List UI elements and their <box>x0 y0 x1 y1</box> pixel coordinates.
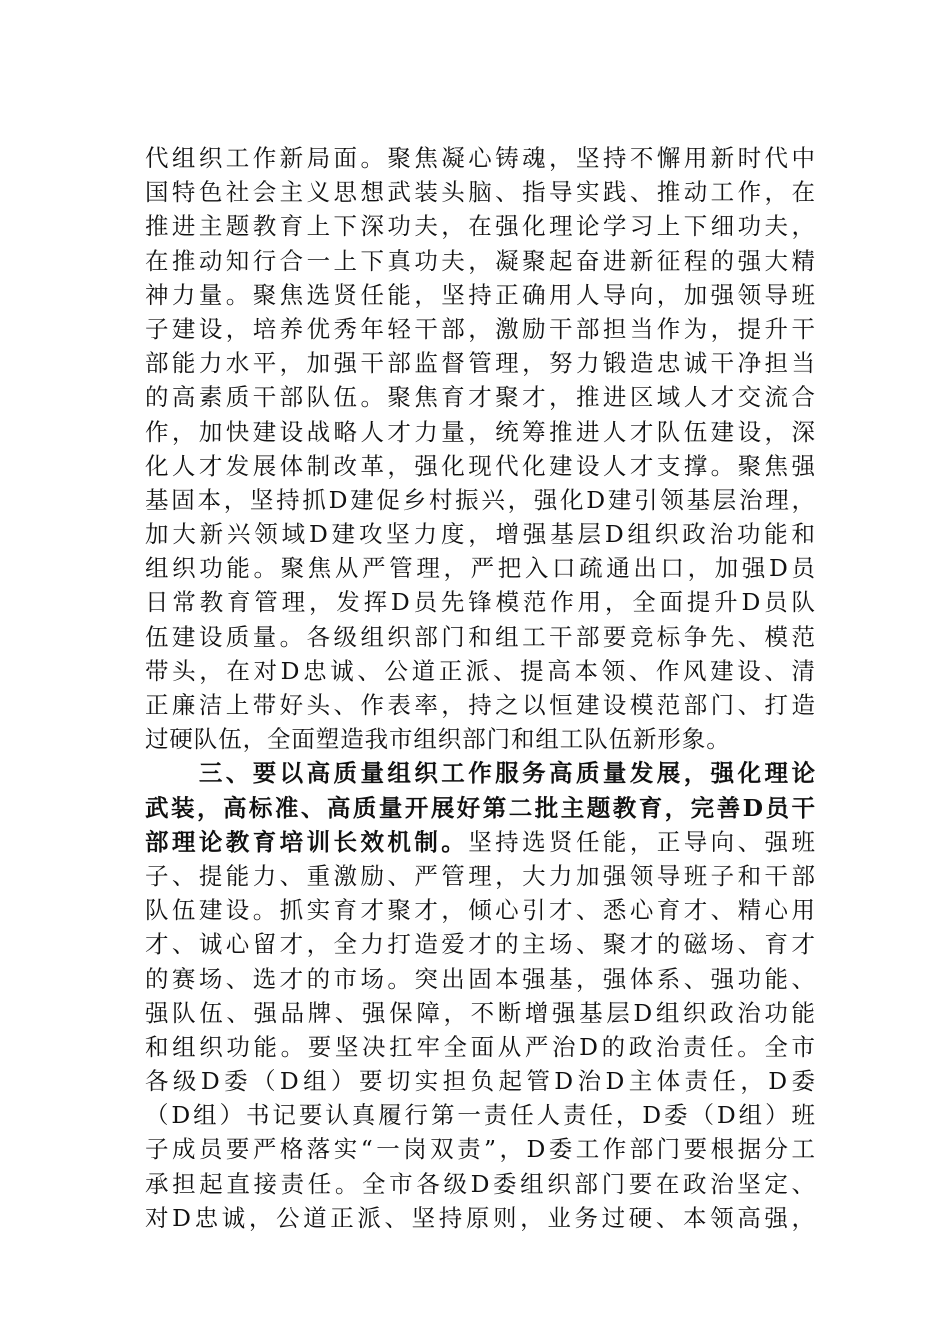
text-line: 的赛场、选才的市场。突出固本强基，强体系、强功能、 <box>145 964 815 993</box>
section-heading-tail: 部理论教育培训长效机制。 <box>145 827 469 856</box>
section-heading-line: 武装，高标准、高质量开展好第二批主题教育，完善D员干 <box>145 793 815 822</box>
text-line: 化人才发展体制改革，强化现代化建设人才支撑。聚焦强 <box>145 451 815 480</box>
text-run: 坚持选贤任能，正导向、强班 <box>468 827 815 856</box>
text-line: 组织功能。聚焦从严管理，严把入口疏通出口，加强D员 <box>145 554 815 583</box>
text-line: （D组）书记要认真履行第一责任人责任，D委（D组）班 <box>145 1101 815 1130</box>
section-heading-line: 三、要以高质量组织工作服务高质量发展，强化理论 <box>145 759 815 788</box>
text-line: 对D忠诚，公道正派、坚持原则，业务过硬、本领高强， <box>145 1203 815 1232</box>
text-line: 日常教育管理，发挥D员先锋模范作用，全面提升D员队 <box>145 588 815 617</box>
text-line: 在推动知行合一上下真功夫，凝聚起奋进新征程的强大精 <box>145 246 815 275</box>
text-line: 推进主题教育上下深功夫，在强化理论学习上下细功夫， <box>145 212 815 241</box>
text-line: 基固本，坚持抓D建促乡村振兴，强化D建引领基层治理， <box>145 485 815 514</box>
text-line: 队伍建设。抓实育才聚才，倾心引才、悉心育才、精心用 <box>145 896 815 925</box>
text-line: 带头，在对D忠诚、公道正派、提高本领、作风建设、清 <box>145 656 815 685</box>
text-line: 国特色社会主义思想武装头脑、指导实践、推动工作，在 <box>145 178 815 207</box>
text-line: 伍建设质量。各级组织部门和组工干部要竞标争先、模范 <box>145 622 815 651</box>
paragraph-1 <box>145 141 815 756</box>
text-line: 各级D委（D组）要切实担负起管D治D主体责任，D委 <box>145 1067 815 1096</box>
text-line: 正廉洁上带好头、作表率，持之以恒建设模范部门、打造 <box>145 691 815 719</box>
text-line: 和组织功能。要坚决扛牢全面从严治D的政治责任。全市 <box>145 1032 815 1061</box>
text-line: 子成员要严格落实“一岗双责”，D委工作部门要根据分工 <box>145 1135 815 1164</box>
text-line: 代组织工作新局面。聚焦凝心铸魂，坚持不懈用新时代中 <box>145 144 815 172</box>
text-line: 强队伍、强品牌、强保障，不断增强基层D组织政治功能 <box>145 998 815 1027</box>
text-line: 子建设，培养优秀年轻干部，激励干部担当作为，提升干 <box>145 314 815 343</box>
text-line: 作，加快建设战略人才力量，统筹推进人才队伍建设，深 <box>145 417 815 446</box>
text-line: 子、提能力、重激励、严管理，大力加强领导班子和干部 <box>145 861 815 890</box>
paragraph-2 <box>145 756 815 1235</box>
text-line: 神力量。聚焦选贤任能，坚持正确用人导向，加强领导班 <box>145 280 815 309</box>
text-line: 才、诚心留才，全力打造爱才的主场、聚才的磁场、育才 <box>145 930 815 959</box>
text-line: 过硬队伍，全面塑造我市组织部门和组工队伍新形象。 <box>145 725 731 754</box>
text-line: 的高素质干部队伍。聚焦育才聚才，推进区域人才交流合 <box>145 383 815 412</box>
text-line: 承担起直接责任。全市各级D委组织部门要在政治坚定、 <box>145 1169 815 1198</box>
document-page <box>145 141 815 1235</box>
text-line: 加大新兴领域D建攻坚力度，增强基层D组织政治功能和 <box>145 520 815 549</box>
text-line <box>145 825 815 859</box>
text-line: 部能力水平，加强干部监督管理，努力锻造忠诚干净担当 <box>145 349 815 378</box>
